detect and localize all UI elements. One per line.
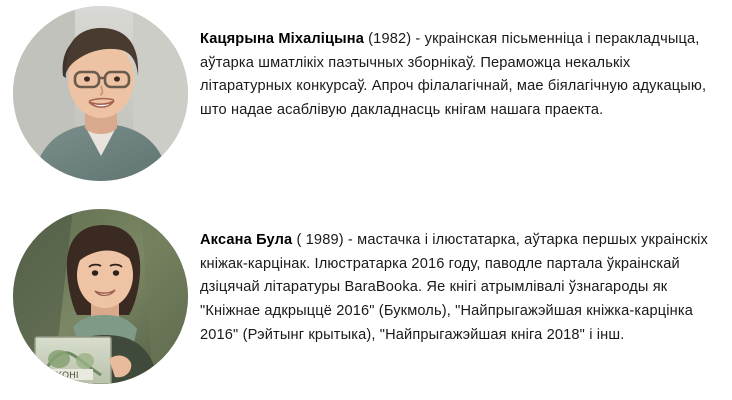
author-name: Аксана Була	[200, 232, 293, 248]
bio-paragraph	[200, 28, 716, 123]
author-entry	[0, 0, 732, 181]
author-description: ( 1989) - мастачка і ілюстатарка, аўтарка першых украінскіх кніжак-карцінак. Ілюстратарка 2016 году, паводле партала ўкраінскай дзіцячай літаратуры BaraBooka. Яе кнігі атрымлівалі ўзнагароды як "Кніжнае адкрыццё 2016" (Букмоль), "Найпрыгажэйшая кніжка-карцінка 2016" (Рэйтынг крытыка), "Найпрыгажэйшая кніга 2018" і інш.	[200, 232, 708, 343]
author-bio	[200, 0, 732, 123]
author-description: (1982) - украінская пісьменніца і перакладчыца, аўтарка шматлікіх паэтычных зборнікаў. Пераможца некалькіх літаратурных конкурсаў. Апроч філалагічнай, мае біялагічную адукацыю, што надае асаблівую дакладнасць кнігам нашага праекта.	[200, 31, 707, 118]
portrait-container	[0, 0, 200, 181]
portrait-aksana-bula	[13, 209, 188, 384]
bio-paragraph	[200, 229, 716, 347]
author-bio	[200, 203, 732, 347]
portrait-katsiaryna-mikhalitsyna	[13, 6, 188, 181]
portrait-container	[0, 203, 200, 384]
author-name: Кацярына Міхаліцына	[200, 31, 364, 47]
author-entry	[0, 203, 732, 384]
svg-text:БУКОНІ: БУКОНІ	[43, 371, 79, 381]
